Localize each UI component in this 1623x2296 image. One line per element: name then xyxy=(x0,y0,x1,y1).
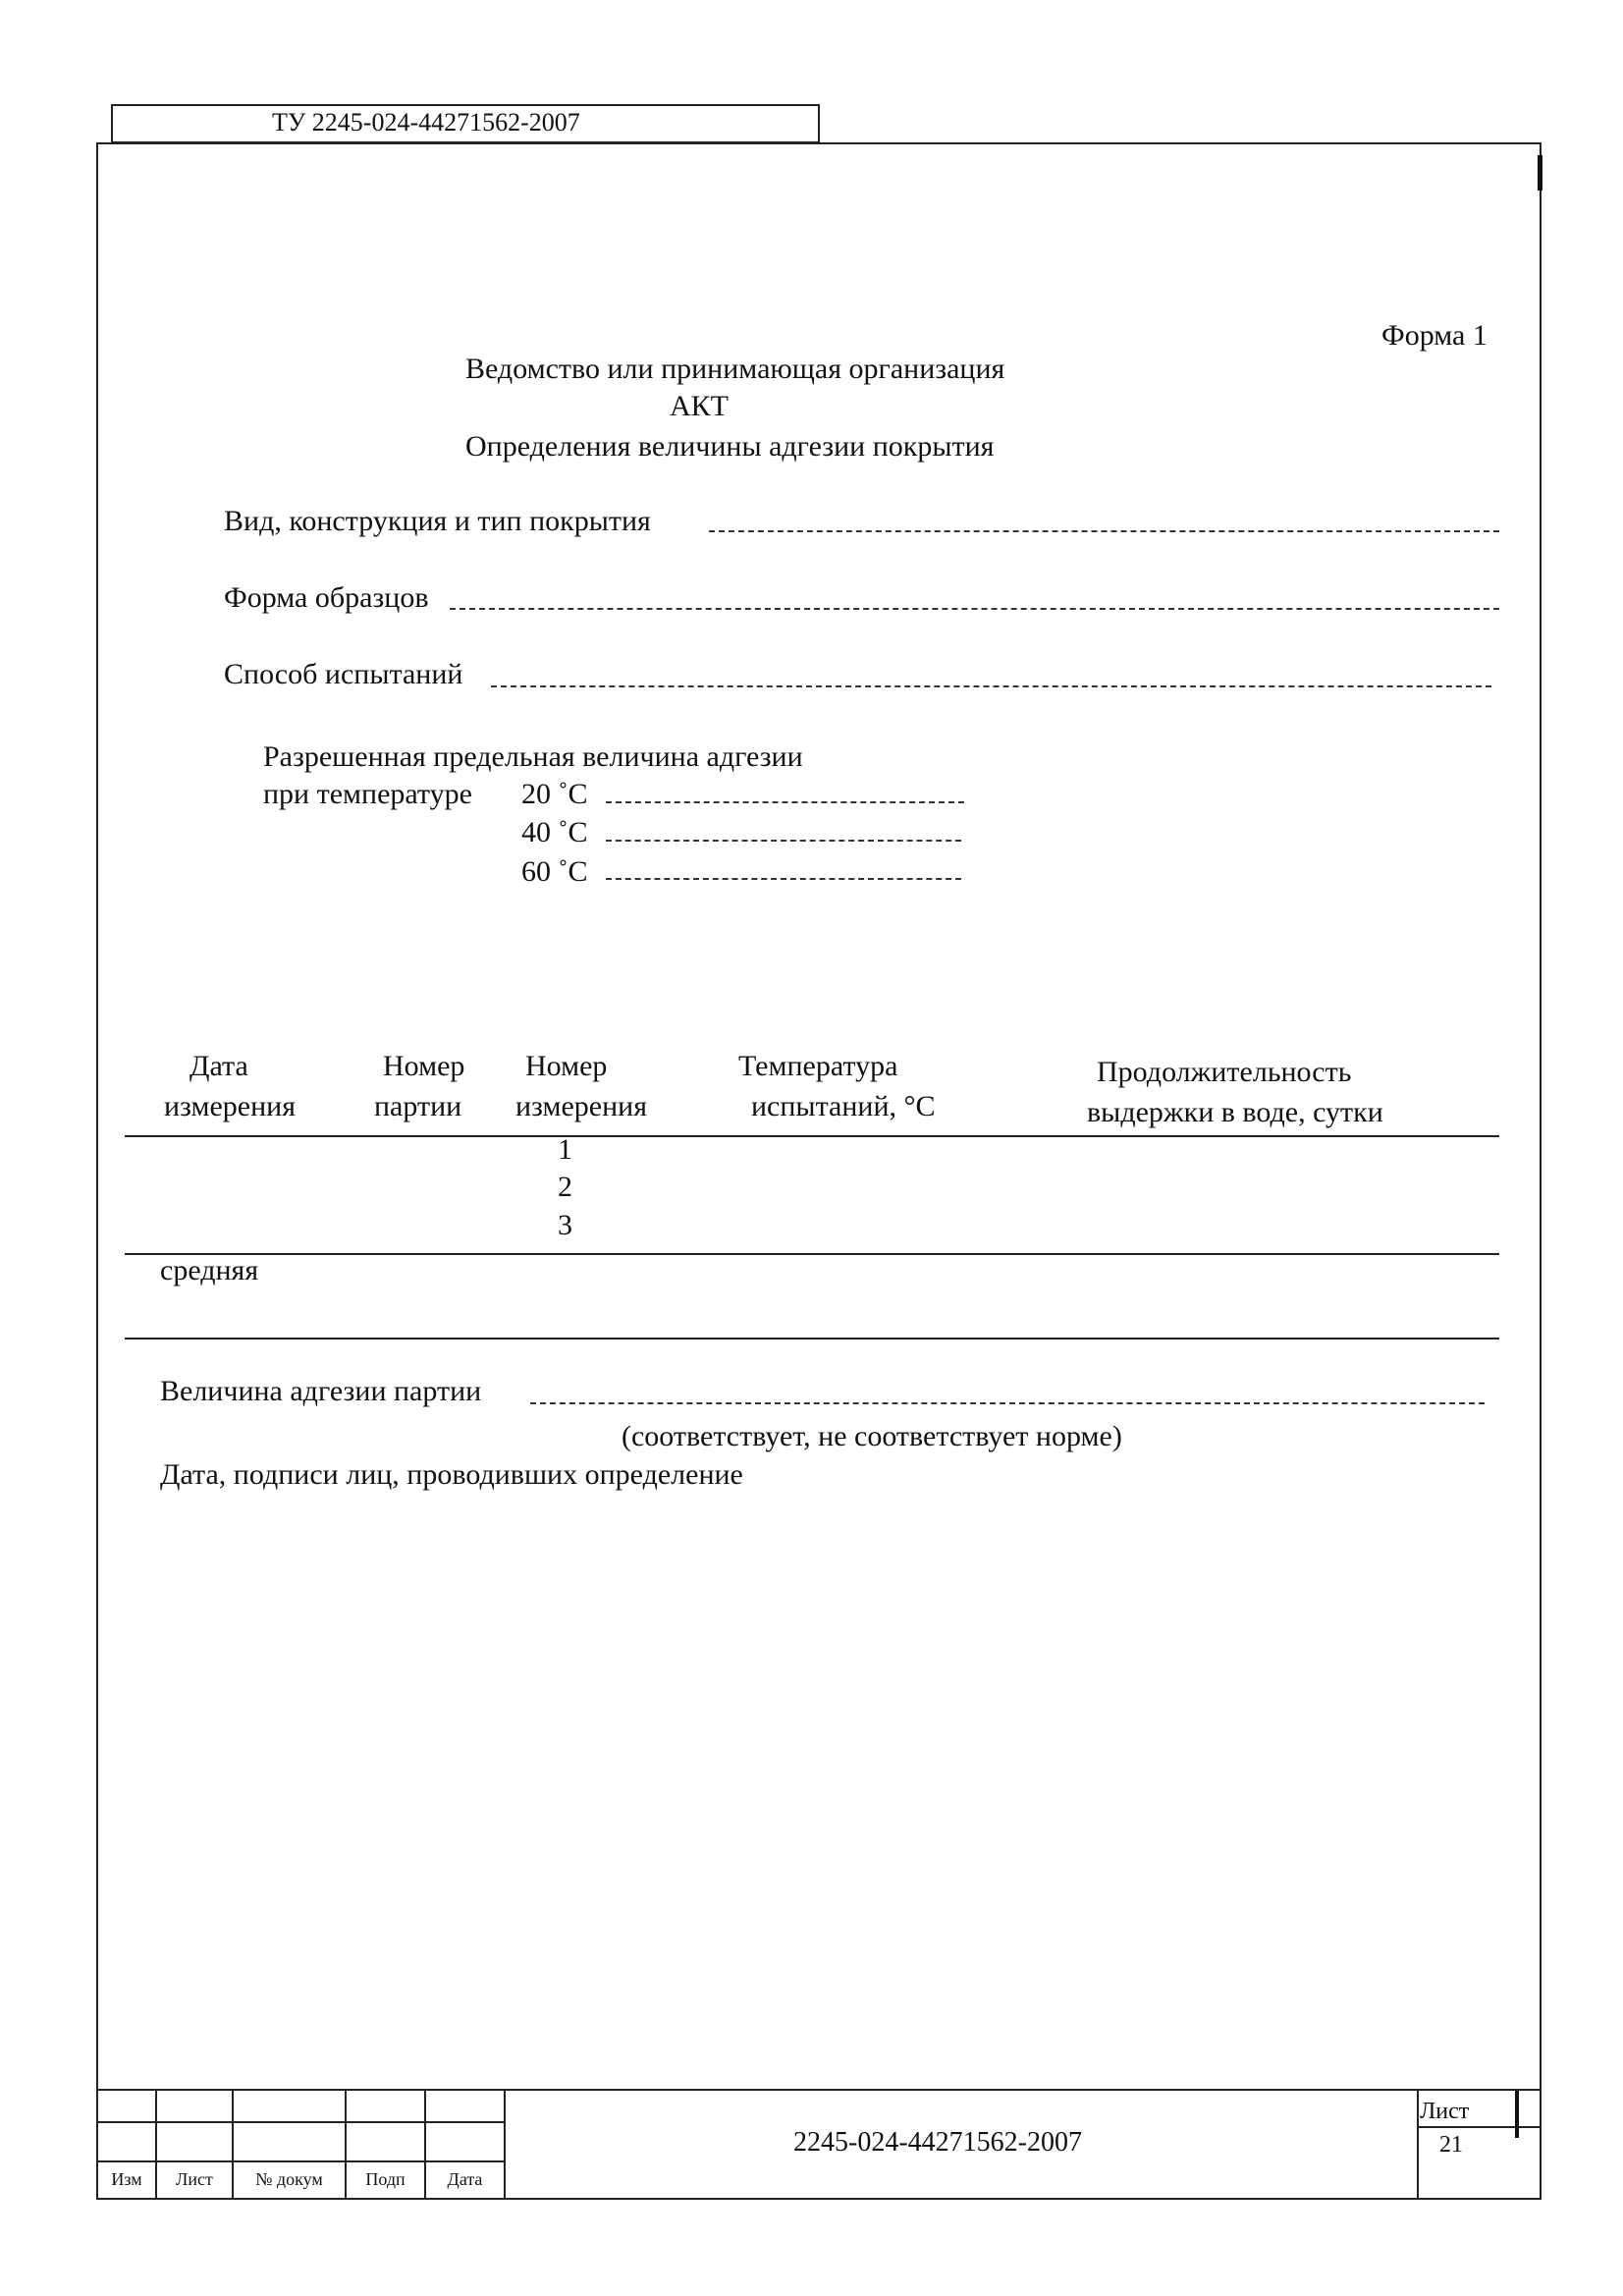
allowed-title: Разрешенная предельная величина адгезии xyxy=(263,740,803,773)
org-heading: Ведомство или принимающая организация xyxy=(465,353,1005,385)
col-duration-2: выдержки в воде, сутки xyxy=(1087,1096,1383,1128)
col-date-2: измерения xyxy=(164,1090,297,1122)
signatures-label: Дата, подписи лиц, проводивших определение xyxy=(160,1458,743,1491)
col-duration-1: Продолжительность xyxy=(1097,1056,1352,1088)
coating-type-label: Вид, конструкция и тип покрытия xyxy=(224,505,651,537)
sheet-label: Лист xyxy=(1420,2099,1470,2124)
stamp-top-rule xyxy=(96,2089,1542,2091)
temp-60-line xyxy=(606,878,961,880)
temp-20: 20 ˚С xyxy=(521,778,588,810)
temp-60: 60 ˚С xyxy=(521,855,588,888)
compliance-note: (соответствует, не соответствует норме) xyxy=(622,1420,1122,1452)
adhesion-result-label: Величина адгезии партии xyxy=(160,1375,482,1407)
temp-40: 40 ˚С xyxy=(521,816,588,848)
col-batch-1: Номер xyxy=(383,1050,465,1082)
act-subject: Определения величины адгезии покрытия xyxy=(465,430,995,463)
col-date-1: Дата xyxy=(189,1050,248,1082)
stamp-col-sign: Подп xyxy=(365,2169,406,2189)
temp-20-line xyxy=(606,801,964,803)
table-header-rule xyxy=(125,1135,1499,1137)
form-label: Форма 1 xyxy=(1381,319,1488,352)
col-measure-2: измерения xyxy=(515,1090,648,1122)
stamp-row-rule xyxy=(96,2160,504,2162)
sheet-mark xyxy=(1515,2091,1519,2138)
test-method-label: Способ испытаний xyxy=(224,658,463,690)
col-temp-1: Температура xyxy=(738,1050,898,1082)
coating-type-line xyxy=(709,530,1499,532)
table-row: 1 xyxy=(558,1133,572,1166)
test-method-line xyxy=(491,685,1491,687)
col-measure-1: Номер xyxy=(525,1050,608,1082)
stamp-col-list: Лист xyxy=(176,2169,213,2189)
allowed-prefix: при температуре xyxy=(263,778,472,810)
temp-40-line xyxy=(606,840,961,842)
stamp-row-rule xyxy=(96,2121,504,2123)
stamp-col-rule xyxy=(504,2089,506,2200)
adhesion-result-line xyxy=(530,1402,1485,1404)
table-row: 2 xyxy=(558,1171,572,1203)
col-temp-2: испытаний, °С xyxy=(751,1090,936,1122)
col-batch-2: партии xyxy=(374,1090,462,1122)
sheet-number: 21 xyxy=(1439,2132,1463,2158)
sample-shape-label: Форма образцов xyxy=(224,581,429,614)
stamp-doc-code: 2245-024-44271562-2007 xyxy=(793,2127,1082,2158)
table-bottom-rule xyxy=(125,1338,1499,1339)
stamp-col-date: Дата xyxy=(447,2169,483,2189)
table-row: 3 xyxy=(558,1209,572,1241)
doc-code-top: ТУ 2245-024-44271562-2007 xyxy=(272,108,580,137)
frame-mark xyxy=(1538,155,1542,191)
table-rows-rule xyxy=(125,1253,1499,1255)
stamp-col-doc: № докум xyxy=(255,2169,323,2189)
stamp-col-izm: Изм xyxy=(111,2169,142,2189)
average-label: средняя xyxy=(160,1254,259,1286)
sheet-row-rule xyxy=(1417,2126,1542,2128)
sample-shape-line xyxy=(450,608,1499,610)
stamp-col-rule xyxy=(1417,2089,1419,2200)
act-title: АКТ xyxy=(670,390,729,422)
